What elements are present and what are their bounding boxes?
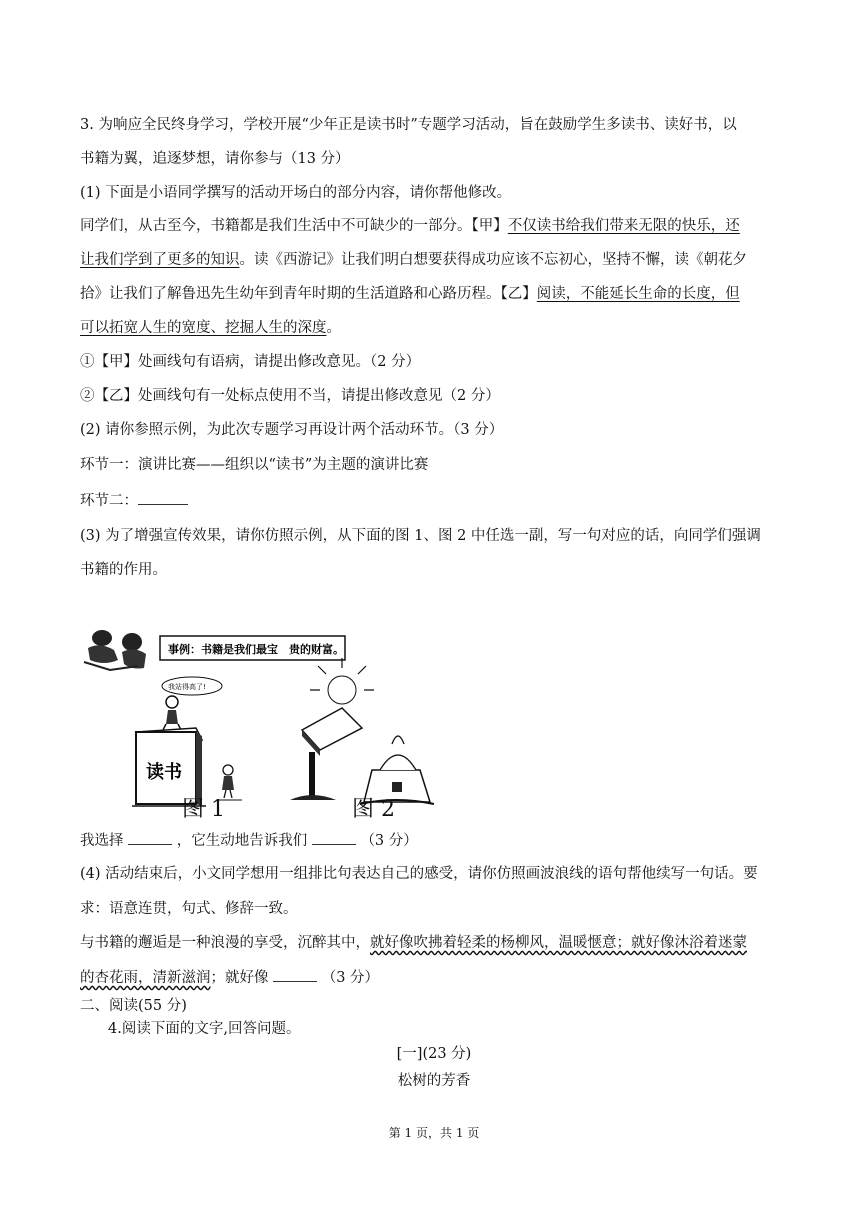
part3-line-2: 书籍的作用。 — [80, 562, 167, 578]
part-1-heading: [一](23 分) — [396, 1046, 472, 1062]
choose-line — [80, 830, 418, 851]
part4-text: ；就好像 — [210, 970, 269, 986]
choose-label: 我选择 — [80, 833, 124, 849]
underlined-yi-cont: 可以拓宽人生的宽度、挖掘人生的深度 — [80, 320, 327, 336]
part4-line-3 — [80, 933, 747, 953]
part4-text: 与书籍的邂逅是一种浪漫的享受，沉醉其中， — [80, 935, 370, 951]
question-1: ①【甲】处画线句有语病，请提出修改意见。（2 分） — [80, 354, 421, 370]
part3-line-1: (3) 为了增强宣传效果，请你仿照示例，从下面的图 1、图 2 中任选一副，写一句对应的话，向同学们强调 — [80, 528, 761, 544]
part4-line-2: 求：语意连贯，句式、修辞一致。 — [80, 901, 298, 917]
answer-blank-1[interactable] — [128, 830, 172, 845]
choose-score: （3 分） — [360, 833, 418, 849]
article-title: 松树的芳香 — [397, 1073, 471, 1089]
sun-burst-icon — [310, 658, 374, 704]
answer-blank-3[interactable] — [273, 967, 317, 982]
cartoon-figure — [80, 620, 440, 820]
underlined-jia: 不仅读书给我们带来无限的快乐，还 — [507, 218, 740, 234]
passage-line-3 — [80, 284, 740, 304]
underlined-jia-cont: 让我们学到了更多的知识 — [80, 252, 240, 268]
part4-score: （3 分） — [321, 970, 380, 986]
reader-cartoon-icon — [84, 630, 146, 670]
passage-text: 拾》让我们了解鲁迅先生幼年到青年时期的生活道路和心路历程。【乙】 — [80, 286, 537, 302]
passage-text: 。 — [326, 320, 341, 336]
passage-line-1 — [80, 216, 740, 236]
passage-line-4 — [80, 318, 341, 338]
choose-mid: ，它生动地告诉我们 — [176, 833, 308, 849]
section-2-heading: 二、阅读(55 分) — [80, 998, 187, 1014]
q3-line-1: 3. 为响应全民终身学习，学校开展“少年正是读书时”专题学习活动，旨在鼓励学生多读书、读好书，以 — [80, 117, 737, 133]
part4-line-4 — [80, 967, 379, 988]
passage-text: 。读《西游记》让我们明白想要获得成功应该不忘初心，坚持不懈，读《朝花夕 — [239, 252, 747, 268]
book-label: 读书 — [146, 762, 182, 783]
wavy-underlined-text: 就好像吹拂着轻柔的杨柳风，温暖惬意；就好像沐浴着迷蒙 — [370, 935, 747, 951]
question-2: ②【乙】处画线句有一处标点使用不当，请提出修改意见（2 分） — [80, 388, 500, 404]
underlined-yi: 阅读，不能延长生命的长度，但 — [536, 286, 740, 302]
figure-1-caption: 图 1 — [182, 797, 225, 822]
answer-blank[interactable] — [138, 490, 188, 505]
q3-line-2: 书籍为翼，追逐梦想，请你参与（13 分） — [80, 151, 350, 167]
passage-text: 同学们，从古至今，书籍都是我们生活中不可缺少的一部分。【甲】 — [80, 218, 508, 234]
segment-2-label: 环节二： — [80, 493, 138, 509]
segment-2 — [80, 490, 188, 511]
answer-blank-2[interactable] — [312, 830, 356, 845]
question-4: 4.阅读下面的文字,回答问题。 — [108, 1021, 301, 1037]
passage-line-2 — [80, 250, 747, 270]
cartoon-illustration — [80, 620, 440, 820]
bubble-text: 我站得高了! — [168, 683, 206, 691]
figure-2-caption: 图 2 — [352, 797, 395, 822]
page-footer: 第 1 页，共 1 页 — [388, 1126, 480, 1140]
part4-line-1: (4) 活动结束后，小文同学想用一组排比句表达自己的感受，请你仿照画波浪线的语句帮他续写一句话。要 — [80, 866, 758, 882]
example-text: 事例：书籍是我们最宝 贵的财富。 — [168, 643, 344, 656]
part2-intro: (2) 请你参照示例，为此次专题学习再设计两个活动环节。（3 分） — [80, 422, 504, 438]
segment-1: 环节一：演讲比赛——组织以“读书”为主题的演讲比赛 — [80, 457, 429, 473]
wavy-underlined-text-cont: 的杏花雨，清新滋润 — [80, 970, 211, 986]
part1-intro: (1) 下面是小语同学撰写的活动开场白的部分内容，请你帮他修改。 — [80, 185, 512, 201]
